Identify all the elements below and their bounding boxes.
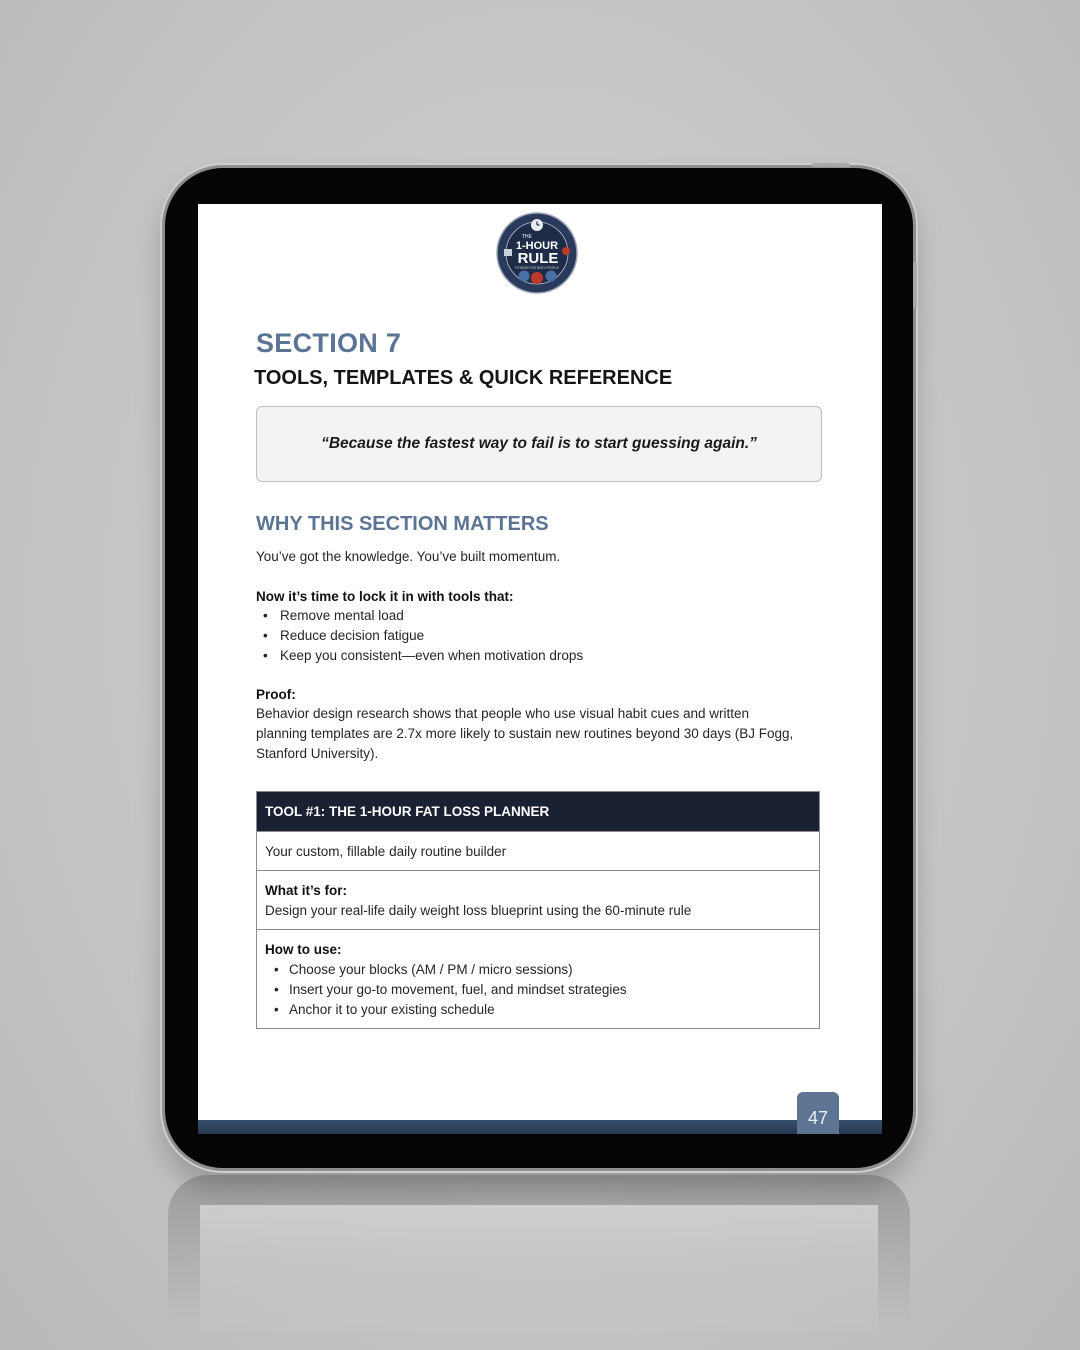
section-title: TOOLS, TEMPLATES & QUICK REFERENCE xyxy=(254,367,673,389)
list-item: • Insert your go-to movement, fuel, and mindset strategies xyxy=(265,980,811,1000)
quote-text: “Because the fastest way to fail is to start guessing again.” xyxy=(321,435,757,452)
quote-box xyxy=(256,406,822,482)
why-bullet-list xyxy=(262,606,583,666)
svg-text:THE: THE xyxy=(522,234,532,240)
svg-text:FITNESS FOR BUSY PEOPLE: FITNESS FOR BUSY PEOPLE xyxy=(514,266,560,270)
why-intro: You’ve got the knowledge. You’ve built momentum. xyxy=(256,549,561,564)
tablet-side-button xyxy=(913,262,917,308)
tablet-reflection xyxy=(168,1175,910,1350)
svg-text:RULE: RULE xyxy=(517,250,559,267)
tablet-top-button xyxy=(812,163,850,167)
why-heading: WHY THIS SECTION MATTERS xyxy=(256,513,549,535)
brand-badge-icon xyxy=(496,212,578,294)
proof-line: planning templates are 2.7x more likely to sustain new routines beyond 30 days (BJ Fogg, xyxy=(256,726,794,741)
tool-how-list xyxy=(265,960,811,1020)
tool-subtitle: Your custom, fillable daily routine builder xyxy=(257,831,819,870)
list-item: • Anchor it to your existing schedule xyxy=(265,1000,811,1020)
list-item: • Choose your blocks (AM / PM / micro sessions) xyxy=(265,960,811,980)
list-item: • Reduce decision fatigue xyxy=(262,626,583,646)
why-lead: Now it’s time to lock it in with tools that: xyxy=(256,589,514,604)
proof-line: Behavior design research shows that people who use visual habit cues and written xyxy=(256,706,750,721)
list-item: • Remove mental load xyxy=(262,606,583,626)
tool-how-row xyxy=(257,929,819,1028)
tool-table xyxy=(256,791,820,1029)
page-footer-bar xyxy=(198,1120,882,1134)
tool-title: TOOL #1: THE 1-HOUR FAT LOSS PLANNER xyxy=(257,792,819,831)
document-page xyxy=(198,204,882,1134)
proof-line: Stanford University). xyxy=(256,746,379,761)
svg-text:1-HOUR: 1-HOUR xyxy=(515,240,559,252)
proof-label: Proof: xyxy=(256,687,296,702)
section-number: SECTION 7 xyxy=(256,328,402,358)
tool-what-row xyxy=(257,870,819,929)
list-item: • Keep you consistent—even when motivation drops xyxy=(262,646,583,666)
tool-what-text: Design your real-life daily weight loss blueprint using the 60-minute rule xyxy=(265,903,692,918)
tool-what-label: What it’s for: xyxy=(265,883,347,898)
page-number: 47 xyxy=(797,1092,839,1134)
tool-how-label: How to use: xyxy=(265,942,342,957)
